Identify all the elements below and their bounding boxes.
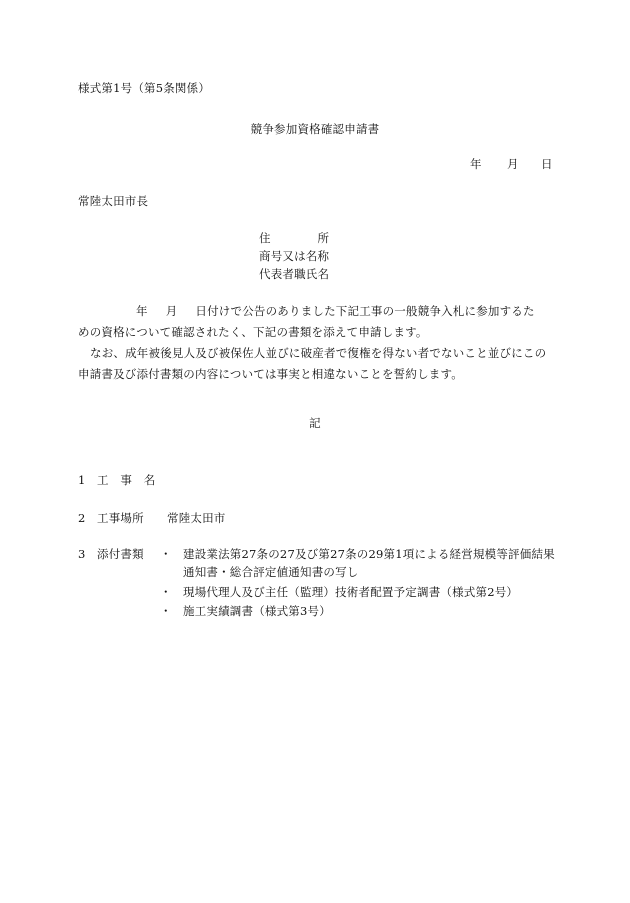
paragraph-1-text: 日付けで公告のありました下記工事の一般競争入札に参加するた	[195, 304, 535, 318]
date-year-label: 年	[470, 157, 482, 171]
attachment-1-line-1: 建設業法第27条の27及び第27条の29第1項による経営規模等評価結果	[183, 547, 555, 561]
company-name-label: 商号又は名称	[259, 249, 330, 263]
item-1-number: 1	[78, 473, 86, 487]
item-2-number: 2	[78, 511, 86, 525]
paragraph-1-line-2: めの資格について確認されたく、下記の書類を添えて申請します。	[78, 325, 428, 339]
attachment-2-line-1: 現場代理人及び主任（監理）技術者配置予定調書（様式第2号）	[183, 585, 519, 599]
attachment-3-line-1: 施工実績調書（様式第3号）	[183, 604, 331, 618]
item-3-label: 添付書類	[97, 547, 144, 561]
item-1-label: 工 事 名	[97, 473, 156, 487]
item-2-value: 常陸太田市	[167, 511, 226, 525]
attachment-3-bullet: ・	[160, 604, 172, 618]
document-title: 競争参加資格確認申請書	[250, 122, 380, 136]
body-month-label: 月	[165, 304, 178, 318]
attachment-1-bullet: ・	[160, 547, 172, 561]
paragraph-2-line-1	[78, 343, 554, 364]
paragraph-2-text: なお、成年被後見人及び被保佐人並びに破産者で復権を得ない者でないこと並びにこの	[90, 346, 547, 360]
representative-label: 代表者職氏名	[259, 267, 330, 281]
item-3-number: 3	[78, 547, 86, 561]
body-text	[78, 301, 554, 385]
attachment-1-line-2: 通知書・総合評定値通知書の写し	[183, 565, 359, 579]
date-day-label: 日	[541, 157, 553, 171]
item-2-label: 工事場所	[97, 511, 144, 525]
address-label: 住 所	[259, 231, 330, 245]
form-number: 様式第1号（第5条関係）	[78, 81, 211, 95]
paragraph-1-line-1	[78, 301, 554, 322]
date-month-label: 月	[507, 157, 519, 171]
attachment-2-bullet: ・	[160, 585, 172, 599]
recipient: 常陸太田市長	[78, 194, 149, 208]
ki-heading: 記	[309, 416, 321, 430]
body-year-label: 年	[136, 304, 148, 318]
paragraph-2-line-2: 申請書及び添付書類の内容については事実と相違ないことを誓約します。	[78, 367, 463, 381]
